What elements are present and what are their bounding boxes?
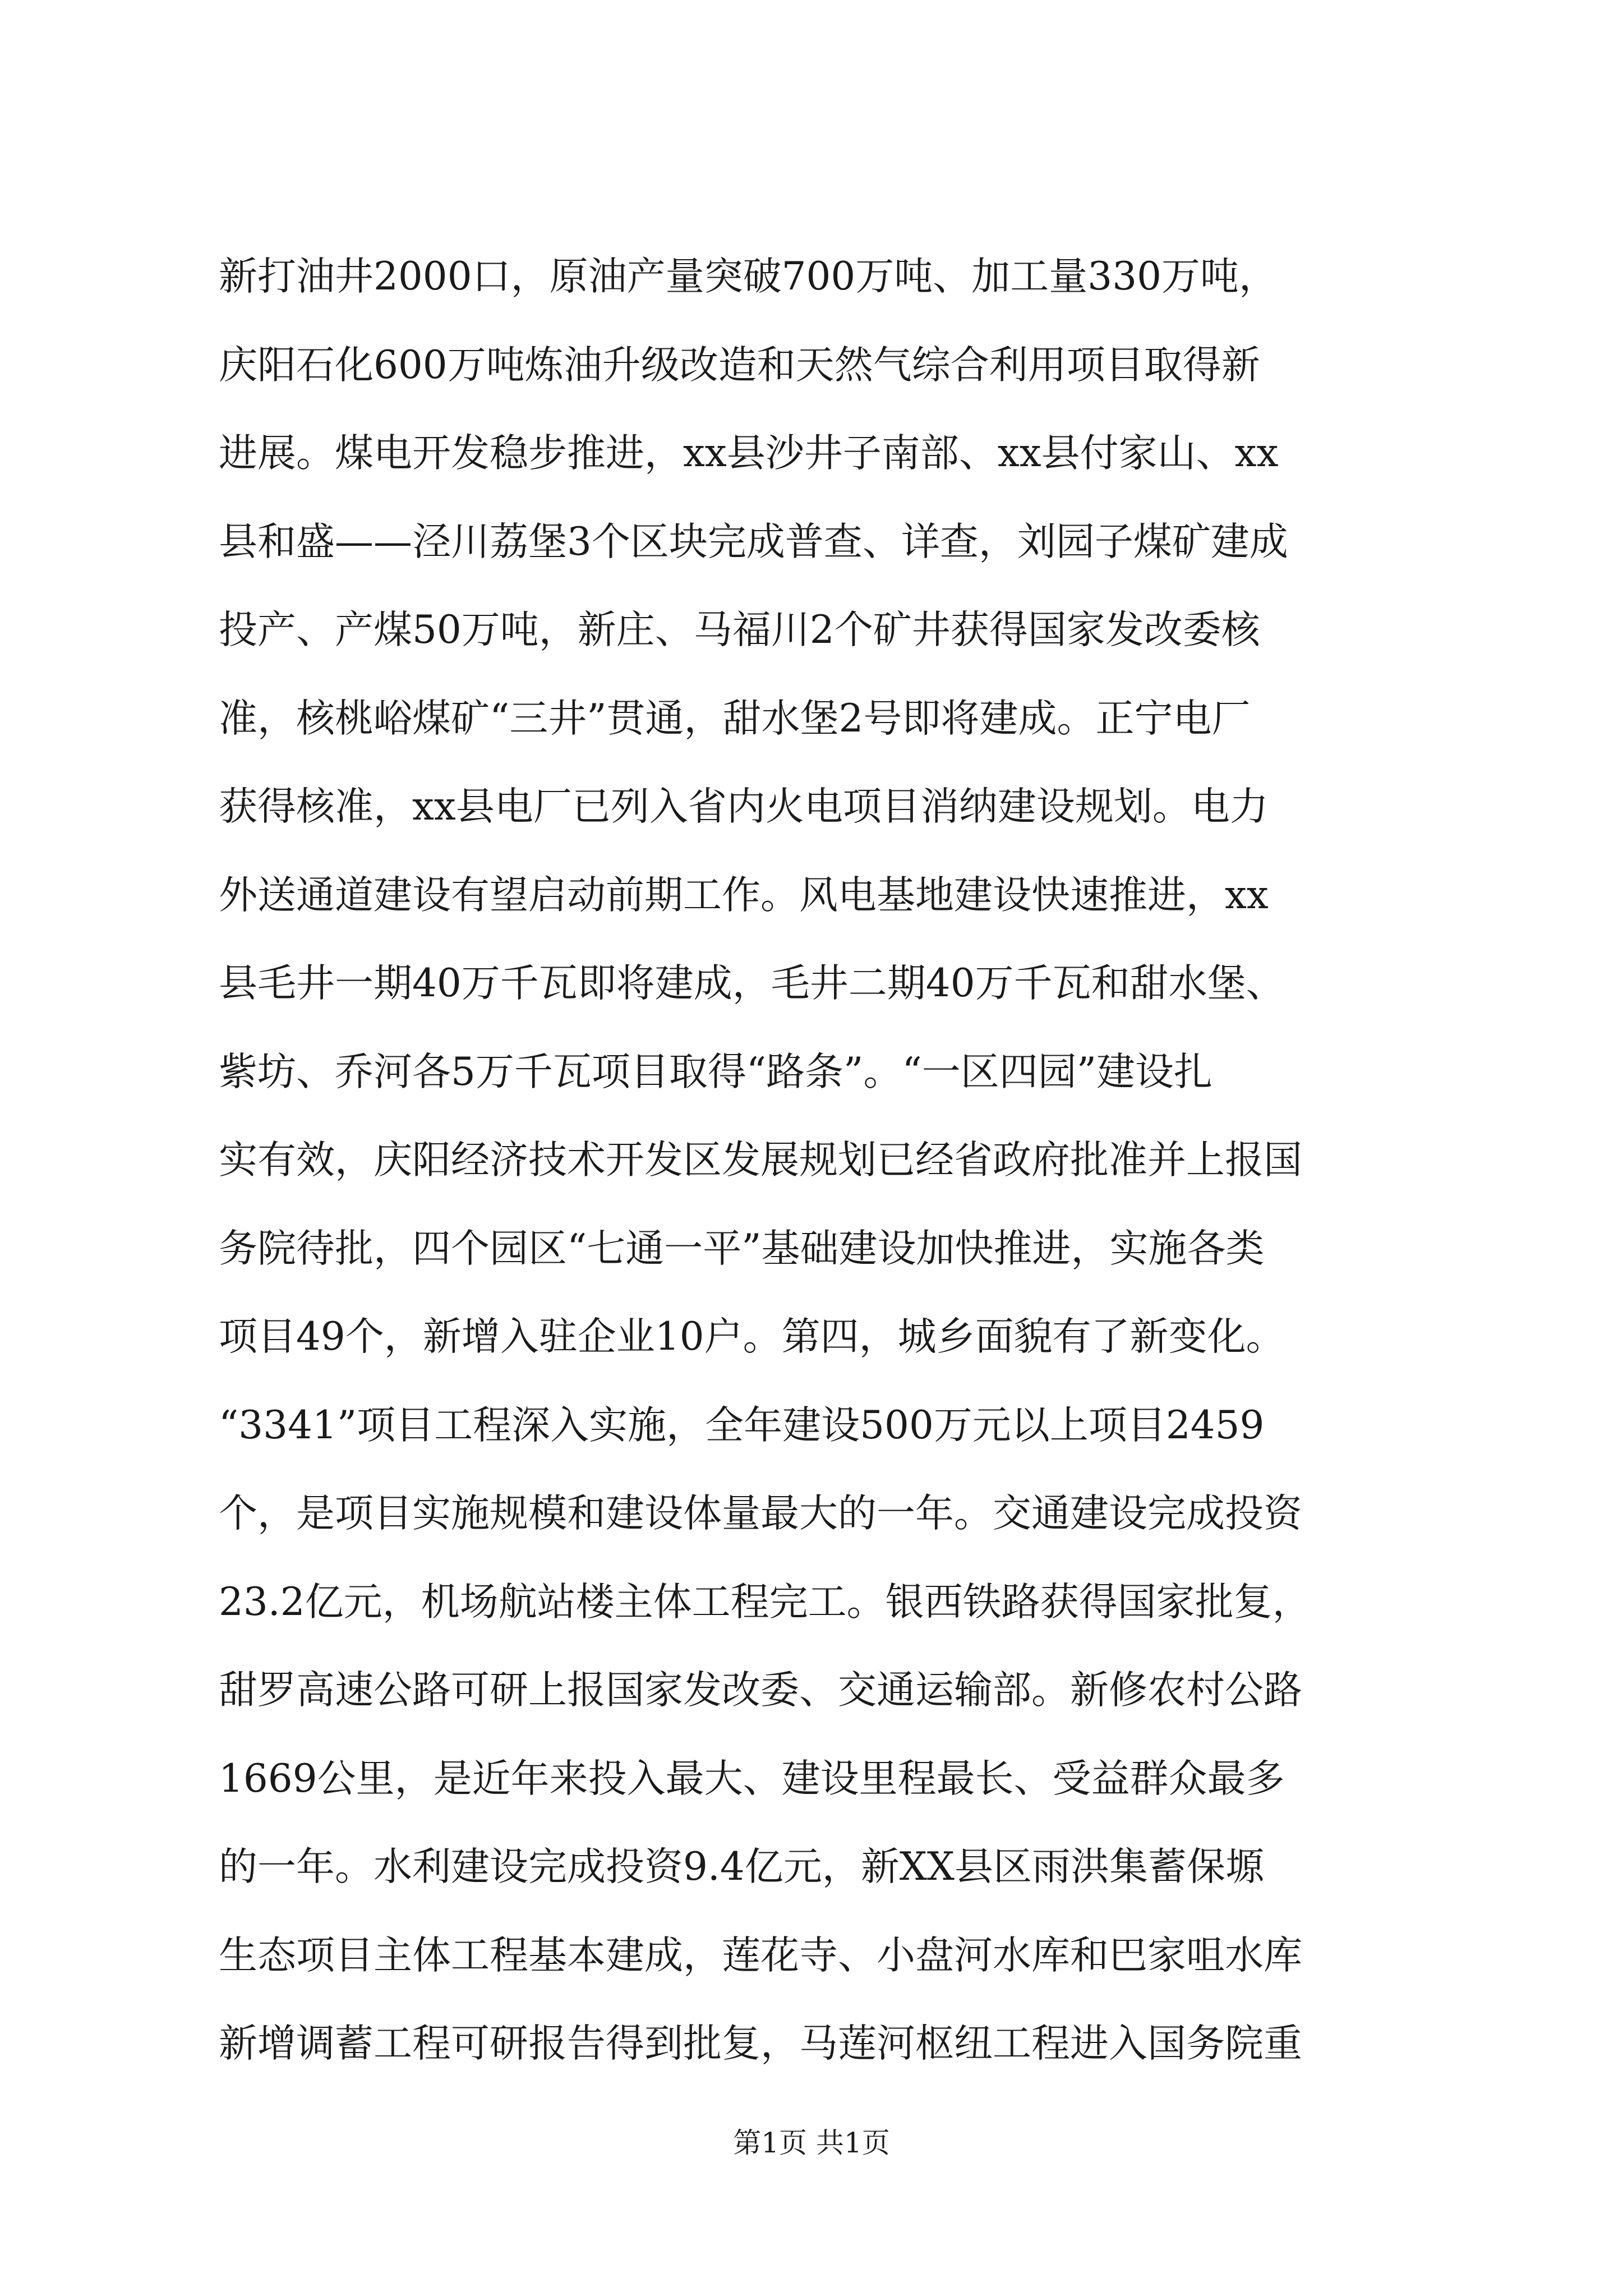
text-line: “3341”项目工程深入实施，全年建设500万元以上项目2459 <box>219 1402 1265 1448</box>
text-line: 县毛井一期40万千瓦即将建成，毛井二期40万千瓦和甜水堡、 <box>219 961 1285 1006</box>
text-line: 务院待批，四个园区“七通一平”基础建设加快推进，实施各类 <box>219 1226 1265 1271</box>
text-line: 实有效，庆阳经济技术开发区发展规划已经省政府批准并上报国 <box>219 1138 1302 1182</box>
text-line: 紫坊、乔河各5万千瓦项目取得“路条”。“一区四园”建设扎 <box>219 1049 1212 1094</box>
text-line: 准，核桃峪煤矿“三井”贯通，甜水堡2号即将建成。正宁电厂 <box>219 696 1251 741</box>
text-line: 甜罗高速公路可研上报国家发改委、交通运输部。新修农村公路 <box>219 1668 1302 1713</box>
text-line: 外送通道建设有望启动前期工作。风电基地建设快速推进，xx <box>219 872 1269 918</box>
text-line: 进展。煤电开发稳步推进，xx县沙井子南部、xx县付家山、xx <box>219 431 1279 476</box>
text-line: 新打油井2000口，原油产量突破700万吨、加工量330万吨， <box>219 254 1278 299</box>
text-line: 个，是项目实施规模和建设体量最大的一年。交通建设完成投资 <box>219 1491 1302 1536</box>
page-number-label: 第1页 共1页 <box>733 2127 890 2159</box>
text-line: 的一年。水利建设完成投资9.4亿元，新XX县区雨洪集蓄保塬 <box>219 1844 1264 1889</box>
text-line: 项目49个，新增入驻企业10户。第四，城乡面貌有了新变化。 <box>219 1314 1285 1359</box>
text-line: 1669公里，是近年来投入最大、建设里程最长、受益群众最多 <box>219 1756 1285 1801</box>
text-line: 新增调蓄工程可研报告得到批复，马莲河枢纽工程进入国务院重 <box>219 2021 1302 2066</box>
body-text <box>219 233 1419 2088</box>
text-line: 获得核准，xx县电厂已列入省内火电项目消纳建设规划。电力 <box>219 784 1269 829</box>
page-footer <box>0 2126 1623 2160</box>
text-line: 23.2亿元，机场航站楼主体工程完工。银西铁路获得国家批复， <box>219 1579 1311 1625</box>
text-line: 投产、产煤50万吨，新庄、马福川2个矿井获得国家发改委核 <box>219 608 1260 652</box>
text-line: 县和盛——泾川荔堡3个区块完成普查、详查，刘园子煤矿建成 <box>219 519 1288 564</box>
text-line: 庆阳石化600万吨炼油升级改造和天然气综合利用项目取得新 <box>219 342 1260 388</box>
text-line: 生态项目主体工程基本建成，莲花寺、小盘河水库和巴家咀水库 <box>219 1932 1302 1978</box>
